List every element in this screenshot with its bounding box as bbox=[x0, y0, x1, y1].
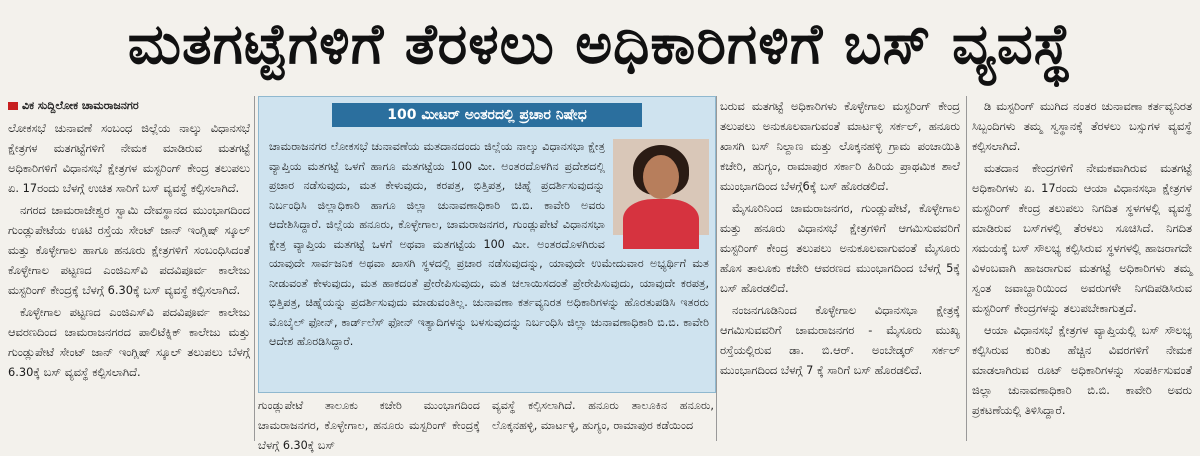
column-divider bbox=[966, 96, 967, 441]
paragraph: ಮೈಸೂರಿನಿಂದ ಚಾಮರಾಜನಗರ, ಗುಂಡ್ಲುಪೇಟೆ, ಕೊಳ್ಳೇಗಾಲ ಮತ್ತು ಹನೂರು ವಿಧಾನಸಭೆ ಕ್ಷೇತ್ರಗಳಿಗೆ ಆಗಮಿಸುವವರಿಗೆ ಮಸ್ಟರಿಂಗ್ ಕೇಂದ್ರ ತಲುಪಲು ಅನುಕೂಲವಾಗುವಂತೆ ಮೈಸೂರು ಹೊಸ ತಾಲೂಕು ಕಚೇರಿ ಆವರಣದ ಮುಂಭಾಗದಿಂದ ಬೆಳಗ್ಗೆ 5ಕ್ಕೆ ಬಸ್ ಹೊರಡಲಿದೆ. bbox=[720, 201, 960, 295]
column-divider bbox=[716, 96, 717, 441]
boxed-story-text: ಚಾಮರಾಜನಗರ ಲೋಕಸಭೆ ಚುನಾವಣೆಯ ಮತದಾನದಂದು ಜಿಲ್ಲೆಯ ನಾಲ್ಕು ವಿಧಾನಸಭಾ ಕ್ಷೇತ್ರ ವ್ಯಾಪ್ತಿಯ ಮತಗಟ್ಟೆ ಒಳಗೆ ಹಾಗೂ ಮತಗಟ್ಟೆಯ 100 ಮೀ. ಅಂತರದೊಳಗಿನ ಪ್ರದೇಶದಲ್ಲಿ ಪ್ರಚಾರ ನಡೆಸುವುದು, ಮತ ಕೇಳುವುದು, ಕರಪತ್ರ, ಭಿತ್ತಿಪತ್ರ, ಚಿಹ್ನೆ ಪ್ರದರ್ಶಿಸುವುದನ್ನು ನಿರ್ಬಂಧಿಸಿ ಜಿಲ್ಲಾಧಿಕಾರಿ ಹಾಗೂ ಜಿಲ್ಲಾ ಚುನಾವಣಾಧಿಕಾರಿ ಬಿ.ಬಿ. ಕಾವೇರಿ ಅವರು ಆದೇಶಿಸಿದ್ದಾರೆ. ಜಿಲ್ಲೆಯ ಹನೂರು, ಕೊಳ್ಳೇಗಾಲ, ಚಾಮರಾಜನಗರ, ಗುಂಡ್ಲುಪೇಟೆ ವಿಧಾನಸಭಾ ಕ್ಷೇತ್ರ ವ್ಯಾಪ್ತಿಯ ಮತಗಟ್ಟೆ ಒಳಗೆ ಅಥವಾ ಮತಗಟ್ಟೆಯ 100 ಮೀ. ಅಂತರದೊಳಗಿರುವ ಯಾವುದೇ ಸಾರ್ವಜನಿಕ ಅಥವಾ ಖಾಸಗಿ ಸ್ಥಳದಲ್ಲಿ ಪ್ರಚಾರ ನಡೆಸುವುದನ್ನು, ಯಾವುದೇ ಉಮೇದುವಾರ ಅಭ್ಯರ್ಥಿಗೆ ಮತ ನೀಡುವಂತೆ ಕೇಳುವುದು, ಮತ ಹಾಕದಂತೆ ಪ್ರೇರೇಪಿಸುವುದು, ಮತ ಚಲಾಯಿಸದಂತೆ ಪ್ರೇರೇಪಿಸುವುದು, ಯಾವುದೇ ಕರಪತ್ರ, ಭಿತ್ತಿಪತ್ರ, ಚಿಹ್ನೆಯನ್ನು ಪ್ರದರ್ಶಿಸುವುದು ಮಾಡುವಂತಿಲ್ಲ. ಚುನಾವಣಾ ಕರ್ತವ್ಯನಿರತ ಅಧಿಕಾರಿಗಳನ್ನು ಹೊರತುಪಡಿಸಿ ಇತರರು ಮೊಬೈಲ್ ಫೋನ್, ಕಾರ್ಡ್‌ಲೆಸ್ ಫೋನ್ ಇತ್ಯಾದಿಗಳನ್ನು ಬಳಸುವುದನ್ನು ನಿರ್ಬಂಧಿಸಿ ಜಿಲ್ಲಾ ಚುನಾವಣಾಧಿಕಾರಿ ಬಿ.ಬಿ. ಕಾವೇರಿ ಆದೇಶ ಹೊರಡಿಸಿದ್ದಾರೆ. bbox=[269, 140, 709, 348]
dateline bbox=[8, 96, 250, 116]
article-column-1 bbox=[8, 96, 250, 441]
paragraph: ಗುಂಡ್ಲುಪೇಟೆ ತಾಲೂಕು ಕಚೇರಿ ಮುಂಭಾಗದಿಂದ ಚಾಮರಾಜನಗರ, ಕೊಳ್ಳೇಗಾಲ, ಹನೂರು ಮಸ್ಟರಿಂಗ್ ಕೇಂದ್ರಕ್ಕೆ ಬೆಳಗ್ಗೆ 6.30ಕ್ಕೆ ಬಸ್ bbox=[258, 399, 480, 452]
paragraph: ಮತದಾನ ಕೇಂದ್ರಗಳಿಗೆ ನೇಮಕವಾಗಿರುವ ಮತಗಟ್ಟೆ ಅಧಿಕಾರಿಗಳು ಏ. 17ರಂದು ಆಯಾ ವಿಧಾನಸಭಾ ಕ್ಷೇತ್ರಗಳ ಮಸ್ಟರಿಂಗ್ ಕೇಂದ್ರ ತಲುಪಲು ನಿಗದಿತ ಸ್ಥಳಗಳಲ್ಲಿ ವ್ಯವಸ್ಥೆ ಮಾಡಿರುವ ಬಸ್‌ಗಳಲ್ಲಿ ತೆರಳಲು ಸೂಚಿಸಿದೆ. ನಿಗದಿತ ಸಮಯಕ್ಕೆ ಬಸ್ ಸೌಲಭ್ಯ ಕಲ್ಪಿಸಿರುವ ಸ್ಥಳಗಳಲ್ಲಿ ಹಾಜರಾಗದೇ ವಿಳಂಬವಾಗಿ ಹಾಜರಾಗುವ ಮತಗಟ್ಟೆ ಅಧಿಕಾರಿಗಳು ತಮ್ಮ ಸ್ವಂತ ಜವಾಬ್ದಾರಿಯಿಂದ ಅವರುಗಳೇ ನಿಗದಿಪಡಿಸಿರುವ ಮಸ್ಟರಿಂಗ್ ಕೇಂದ್ರಗಳನ್ನು ತಲುಪಬೇಕಾಗುತ್ತದೆ. bbox=[972, 161, 1192, 315]
bottom-strip-column-2 bbox=[492, 396, 714, 442]
bottom-strip-column-1 bbox=[258, 396, 480, 452]
paragraph: ಆಯಾ ವಿಧಾನಸಭೆ ಕ್ಷೇತ್ರಗಳ ವ್ಯಾಪ್ತಿಯಲ್ಲಿ ಬಸ್ ಸೌಲಭ್ಯ ಕಲ್ಪಿಸಿರುವ ಕುರಿತು ಹೆಚ್ಚಿನ ವಿವರಗಳಿಗೆ ನೇಮಕ ಮಾಡಲಾಗಿರುವ ರೂಟ್ ಅಧಿಕಾರಿಗಳನ್ನು ಸಂಪರ್ಕಿಸುವಂತೆ ಜಿಲ್ಲಾ ಚುನಾವಣಾಧಿಕಾರಿ ಬಿ.ಬಿ. ಕಾವೇರಿ ಅವರು ಪ್ರಕಟಣೆಯಲ್ಲಿ ತಿಳಿಸಿದ್ದಾರೆ. bbox=[972, 323, 1192, 417]
portrait-face bbox=[643, 155, 679, 199]
boxed-story bbox=[258, 96, 716, 393]
paragraph: ಬರುವ ಮತಗಟ್ಟೆ ಅಧಿಕಾರಿಗಳು ಕೊಳ್ಳೇಗಾಲ ಮಸ್ಟರಿಂಗ್ ಕೇಂದ್ರ ತಲುಪಲು ಅನುಕೂಲವಾಗುವಂತೆ ಮಾರ್ಟಳ್ಳಿ ಸರ್ಕಲ್, ಹನೂರು ಖಾಸಗಿ ಬಸ್ ನಿಲ್ದಾಣ ಮತ್ತು ಲೊಕ್ಕನಹಳ್ಳಿ ಗ್ರಾಮ ಪಂಚಾಯಿತಿ ಕಚೇರಿ, ಹುಗ್ಯಂ, ರಾಮಾಪುರ ಸರ್ಕಾರಿ ಹಿರಿಯ ಪ್ರಾಥಮಿಕ ಶಾಲೆ ಮುಂಭಾಗದಿಂದ ಬೆಳಗ್ಗೆ6ಕ್ಕೆ ಬಸ್ ಹೊರಡಲಿದೆ. bbox=[720, 99, 960, 193]
dateline-text: ವಿಕ ಸುದ್ದಿಲೋಕ ಚಾಮರಾಜನಗರ bbox=[22, 99, 139, 112]
dateline-marker-icon bbox=[8, 102, 18, 110]
paragraph: ಡಿ ಮಸ್ಟರಿಂಗ್ ಮುಗಿದ ನಂತರ ಚುನಾವಣಾ ಕರ್ತವ್ಯನಿರತ ಸಿಬ್ಬಂದಿಗಳು ತಮ್ಮ ಸ್ವಸ್ಥಾನಕ್ಕೆ ತೆರಳಲು ಬಸ್ಸುಗಳ ವ್ಯವಸ್ಥೆ ಕಲ್ಪಿಸಲಾಗಿದೆ. bbox=[972, 99, 1192, 153]
official-portrait-photo bbox=[613, 139, 709, 235]
boxed-story-title: 100 ಮೀಟರ್ ಅಂತರದಲ್ಲಿ ಪ್ರಚಾರ ನಿಷೇಧ bbox=[332, 103, 642, 127]
article-column-4 bbox=[972, 96, 1192, 441]
paragraph: ಲೋಕಸಭೆ ಚುನಾವಣೆ ಸಂಬಂಧ ಜಿಲ್ಲೆಯ ನಾಲ್ಕು ವಿಧಾನಸಭೆ ಕ್ಷೇತ್ರಗಳ ಮತಗಟ್ಟೆಗಳಿಗೆ ನೇಮಕ ಮಾಡಿರುವ ಮತಗಟ್ಟೆ ಅಧಿಕಾರಿಗಳಿಗೆ ವಿಧಾನಸಭೆ ಕ್ಷೇತ್ರಗಳ ಮಸ್ಟರಿಂಗ್ ಕೇಂದ್ರ ತಲುಪಲು ಏ. 17ರಂದು ಬೆಳಗ್ಗೆ ಉಚಿತ ಸಾರಿಗೆ ಬಸ್ ವ್ಯವಸ್ಥೆ ಕಲ್ಪಿಸಲಾಗಿದೆ. bbox=[8, 121, 250, 195]
column-divider bbox=[254, 96, 255, 441]
portrait-body bbox=[623, 199, 699, 249]
paragraph: ನಗರದ ಚಾಮರಾಜೇಶ್ವರ ಸ್ವಾಮಿ ದೇವಸ್ಥಾನದ ಮುಂಭಾಗದಿಂದ ಗುಂಡ್ಲುಪೇಟೆಯ ಊಟಿ ರಸ್ತೆಯ ಸೇಂಟ್ ಜಾನ್ ಇಂಗ್ಲಿಷ್ ಸ್ಕೂಲ್ ಮತ್ತು ಕೊಳ್ಳೇಗಾಲ ಹಾಗೂ ಹನೂರು ಕ್ಷೇತ್ರಗಳಿಗೆ ಸಂಬಂಧಿಸಿದಂತೆ ಕೊಳ್ಳೇಗಾಲ ಪಟ್ಟಣದ ಎಂಜಿಎಸ್‌ವಿ ಪದವಿಪೂರ್ವ ಕಾಲೇಜು ಮಸ್ಟರಿಂಗ್ ಕೇಂದ್ರಕ್ಕೆ ಬೆಳಗ್ಗೆ 6.30ಕ್ಕೆ ಬಸ್ ವ್ಯವಸ್ಥೆ ಕಲ್ಪಿಸಲಾಗಿದೆ. bbox=[8, 203, 250, 297]
bottom-strip bbox=[258, 396, 714, 452]
paragraph: ಕೊಳ್ಳೇಗಾಲ ಪಟ್ಟಣದ ಎಂಜಿಎಸ್‌ವಿ ಪದವಿಪೂರ್ವ ಕಾಲೇಜು ಆವರಣದಿಂದ ಚಾಮರಾಜನಗರದ ಪಾಲಿಟೆಕ್ನಿಕ್ ಕಾಲೇಜು ಮತ್ತು ಗುಂಡ್ಲುಪೇಟೆ ಸೇಂಟ್ ಜಾನ್ ಇಂಗ್ಲಿಷ್ ಸ್ಕೂಲ್ ತಲುಪಲು ಬೆಳಗ್ಗೆ 6.30ಕ್ಕೆ ಬಸ್ ವ್ಯವಸ್ಥೆ ಕಲ್ಪಿಸಲಾಗಿದೆ. bbox=[8, 305, 250, 379]
paragraph: ವ್ಯವಸ್ಥೆ ಕಲ್ಪಿಸಲಾಗಿದೆ. ಹನೂರು ತಾಲೂಕಿನ ಹನೂರು, ಲೊಕ್ಕನಹಳ್ಳಿ, ಮಾರ್ಟಳ್ಳಿ, ಹುಗ್ಯಂ, ರಾಮಾಪುರ ಕಡೆಯಿಂದ bbox=[492, 399, 714, 432]
paragraph: ನಂಜನಗೂಡಿನಿಂದ ಕೊಳ್ಳೇಗಾಲ ವಿಧಾನಸಭಾ ಕ್ಷೇತ್ರಕ್ಕೆ ಆಗಮಿಸುವವರಿಗೆ ಚಾಮರಾಜನಗರ - ಮೈಸೂರು ಮುಖ್ಯ ರಸ್ತೆಯಲ್ಲಿರುವ ಡಾ. ಬಿ.ಆರ್. ಅಂಬೇಡ್ಕರ್ ಸರ್ಕಲ್ ಮುಂಭಾಗದಿಂದ ಬೆಳಗ್ಗೆ 7 ಕ್ಕೆ ಸಾರಿಗೆ ಬಸ್ ಹೊರಡಲಿದೆ. bbox=[720, 303, 960, 377]
headline: ಮತಗಟ್ಟೆಗಳಿಗೆ ತೆರಳಲು ಅಧಿಕಾರಿಗಳಿಗೆ ಬಸ್ ವ್ಯವಸ್ಥೆ bbox=[127, 12, 1073, 77]
article-column-3 bbox=[720, 96, 960, 441]
boxed-story-body bbox=[269, 137, 709, 387]
